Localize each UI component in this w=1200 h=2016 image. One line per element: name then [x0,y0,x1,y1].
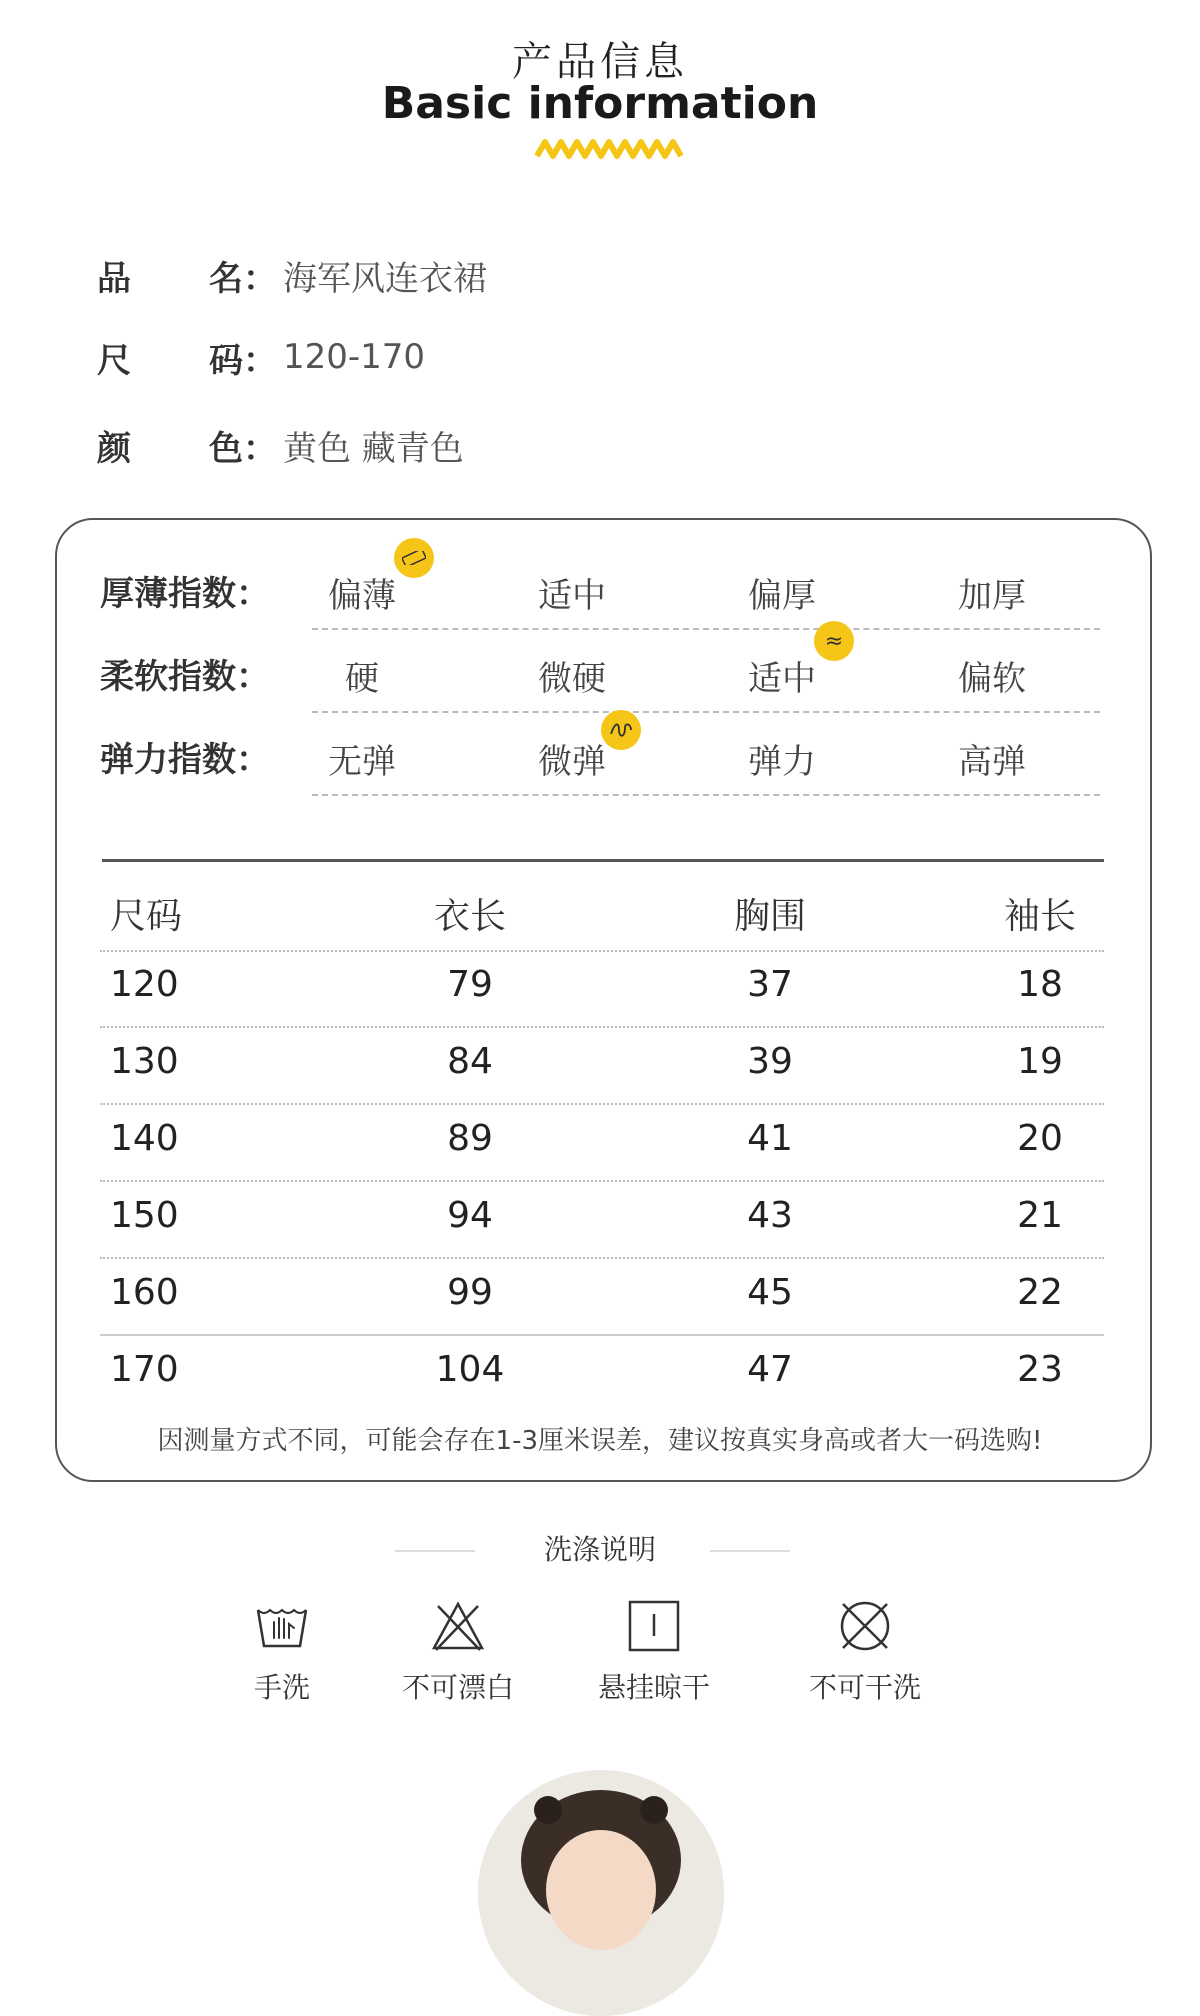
info-value: 海军风连衣裙 [283,258,487,299]
table-cell: 45 [747,1272,793,1313]
info-row-size [97,332,425,382]
row-divider [100,1026,1104,1028]
no-dry-clean-icon [837,1600,893,1652]
dotted-divider [312,711,1100,713]
table-cell: 19 [1017,1041,1063,1082]
index-row-elasticity [100,726,1100,790]
index-option: 偏薄 [328,576,396,616]
table-cell: 21 [1017,1195,1063,1236]
table-header-cell: 袖长 [1003,896,1076,937]
table-cell: 79 [447,964,493,1005]
wash-label: 手洗 [253,1671,310,1704]
table-cell: 84 [447,1041,493,1082]
info-row-color [97,420,464,470]
table-cell: 160 [110,1272,179,1313]
index-option: 偏软 [958,659,1026,699]
table-cell: 43 [747,1195,793,1236]
table-cell: 89 [447,1118,493,1159]
table-cell: 150 [110,1195,179,1236]
wash-label: 悬挂晾干 [597,1671,710,1704]
section-title-en: Basic information [381,78,819,129]
table-cell: 39 [747,1041,793,1082]
info-value: 120-170 [283,337,426,377]
table-cell: 47 [747,1349,793,1390]
table-cell: 104 [435,1349,505,1390]
index-label: 厚薄指数： [100,574,270,614]
table-cell: 23 [1017,1349,1063,1390]
table-top-rule [102,859,1104,862]
wash-item-hand-wash [202,1600,362,1706]
index-label: 柔软指数： [100,657,270,697]
wash-label: 不可干洗 [808,1671,921,1704]
index-option: 硬 [345,659,379,699]
ruler-icon [394,538,434,578]
table-header-row [100,876,1104,952]
wash-item-no-bleach [378,1600,538,1706]
table-header-cell: 尺码 [110,896,183,937]
info-label: 颜 色： [97,428,277,469]
table-row [100,1029,1104,1105]
index-row-softness [100,628,1100,707]
row-divider [100,1103,1104,1105]
wash-item-no-dry-clean [785,1600,945,1706]
table-header-cell: 衣长 [433,896,506,937]
wave-icon: ≈ [814,621,854,661]
table-cell: 37 [747,964,793,1005]
index-option: 微硬 [538,659,606,699]
index-option: 无弹 [328,742,396,782]
index-option: 弹力 [748,742,816,782]
table-cell: 41 [747,1118,793,1159]
info-label: 尺 码： [97,340,277,381]
no-bleach-icon [430,1600,486,1652]
table-row [100,1183,1104,1259]
row-divider [100,1334,1104,1336]
table-cell: 130 [110,1041,179,1082]
table-cell: 170 [110,1349,179,1390]
row-divider [100,1180,1104,1182]
table-row [100,1260,1104,1336]
index-option: 适中 [538,576,606,616]
hand-wash-icon [254,1600,310,1652]
table-row [100,1337,1104,1413]
index-option: 微弹 [538,742,606,782]
info-label: 品 名： [97,258,277,299]
washing-title: 洗涤说明 [543,1533,656,1566]
index-label: 弹力指数： [100,740,270,780]
table-cell: 99 [447,1272,493,1313]
wash-item-hang-dry [574,1600,734,1706]
wash-label: 不可漂白 [401,1671,514,1704]
index-option: 高弹 [958,742,1026,782]
index-option: 偏厚 [748,576,816,616]
table-row [100,952,1104,1028]
table-cell: 20 [1017,1118,1063,1159]
index-option: 加厚 [958,576,1026,616]
dotted-divider [312,628,1100,630]
index-row-thickness [100,560,1100,624]
zigzag-decoration [535,136,683,160]
model-photo [478,1770,724,2016]
table-cell: 94 [447,1195,493,1236]
dotted-divider [312,794,1100,796]
table-cell: 18 [1017,964,1063,1005]
table-row [100,1106,1104,1182]
info-row-name [97,250,487,300]
row-divider [100,1257,1104,1259]
measurement-note: 因测量方式不同，可能会存在1-3厘米误差，建议按真实身高或者大一码选购! [157,1426,1043,1456]
info-value: 黄色 藏青色 [283,428,464,469]
table-header-cell: 胸围 [733,896,806,937]
section-title-cn: 产品信息 [512,39,688,85]
spring-icon [601,710,641,750]
hang-dry-icon [626,1600,682,1652]
table-cell: 120 [110,964,179,1005]
table-cell: 140 [110,1118,179,1159]
title-rule-right [710,1550,790,1552]
index-option: 适中 [748,659,816,699]
table-cell: 22 [1017,1272,1063,1313]
